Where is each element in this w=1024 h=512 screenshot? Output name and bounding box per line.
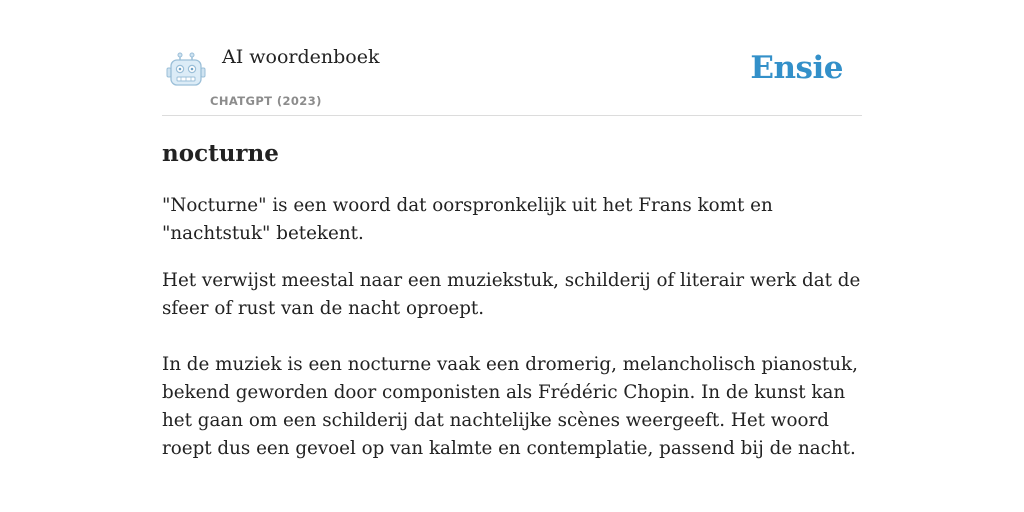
source-label: CHATGPT (2023) [210, 94, 322, 108]
dictionary-title: AI woordenboek [222, 46, 380, 68]
ensie-logo-link[interactable]: Ensie [750, 50, 843, 86]
page-header [162, 38, 862, 116]
entry-term: nocturne [162, 140, 279, 167]
entry-definition [162, 192, 872, 463]
definition-paragraph: Het verwijst meestal naar een muziekstuk, schilderij of literair werk dat de sfeer of rust van de nacht oproept. [162, 270, 861, 319]
definition-paragraph: In de muziek is een nocturne vaak een dromerig, melancholisch pianostuk, bekend geworden door componisten als Frédéric Chopin. In de kunst kan het gaan om een schilderij dat nachtelijke scènes weergeeft. Het woord roept dus een gevoel op van kalmte en contemplatie, passend bij de nacht. [162, 354, 858, 459]
definition-paragraph: "Nocturne" is een woord dat oorspronkelijk uit het Frans komt en "nachtstuk" betekent. [162, 195, 773, 244]
robot-icon [166, 52, 206, 90]
